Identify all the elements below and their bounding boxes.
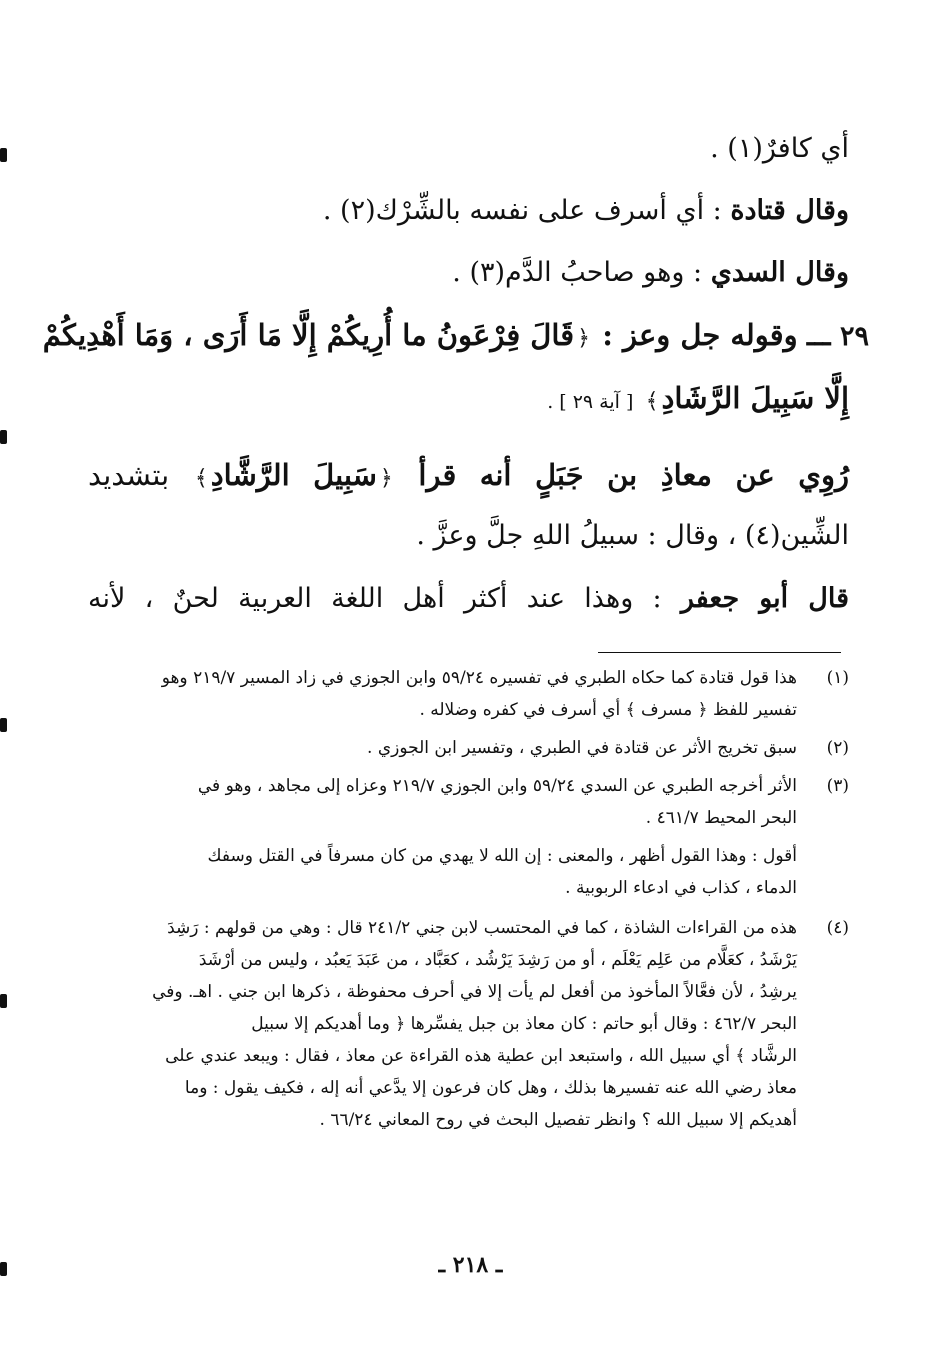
footnote-number: (١) [826, 668, 849, 688]
ornate-bracket-close: ﴾ [194, 466, 208, 491]
ornate-bracket-open: ﴿ [379, 466, 393, 491]
footnote-body [84, 770, 797, 834]
footnote-line: الدماء ، كذاب في ادعاء الربوبية . [565, 878, 797, 898]
footnote-number: (٢) [826, 738, 849, 758]
main-line-6 [88, 444, 849, 510]
footnote-line: أقول : وهذا القول أظهر ، والمعنى : إن الله لا يهدي من كان مسرفاً في القتل وسفك [207, 846, 797, 866]
tashdid-word: بتشديد [88, 458, 170, 492]
footnote-2 [84, 732, 849, 764]
footnote-body [84, 662, 797, 726]
main-line-8 [88, 568, 849, 630]
ornate-bracket-close: ﴾ [645, 389, 659, 414]
verse-line-1 [42, 304, 869, 370]
abu-jafar-text: : وهذا عند أكثر أهل اللغة العربية لحنٌ ، لأنه [88, 583, 662, 614]
speaker-suddi: وقال السدي [710, 257, 849, 288]
footnote-line: البحر المحيط ٤٦١/٧ . [645, 808, 797, 828]
speaker-qatada: وقال قتادة [730, 195, 849, 226]
scan-edge-mark [0, 148, 7, 162]
footnote-3 [84, 770, 849, 834]
scan-edge-mark [0, 718, 7, 732]
footnote-number: (٣) [826, 776, 849, 796]
main-text [42, 118, 869, 630]
footnote-4 [84, 912, 849, 1136]
footnote-line: هذه من القراءات الشاذة ، كما في المحتسب لابن جني ٢٤١/٢ قال : وهي من قولهم : رَشِدَ [167, 918, 797, 938]
ornate-bracket-open: ﴿ [577, 326, 590, 351]
verse-line-2 [88, 370, 849, 430]
scan-edge-mark [0, 994, 7, 1008]
footnote-number: (٤) [826, 918, 849, 938]
main-line-1: أي كافرٌ(١) . [710, 133, 849, 164]
footnote-line: الرشَّاد ﴾ أي سبيل الله ، واستبعد ابن عطية هذه القراءة عن معاذ ، فقال : ويبعد عندي على [165, 1046, 797, 1066]
verse-reference: [ آية ٢٩ ] . [547, 391, 634, 413]
main-line-3 [88, 242, 849, 304]
speaker-abu-jafar: قال أبو جعفر [680, 583, 849, 614]
verse-number: ٢٩ ـــ [806, 321, 869, 352]
muadh-reading: سَبِيلَ الرَّشَّادِ [210, 458, 377, 492]
verse-intro: وقوله جل وعز : [602, 318, 798, 352]
footnote-body [84, 912, 797, 1136]
footnote-line: أهديكم إلا سبيل الله ؟ وانظر تفصيل البحث في روح المعاني ٦٦/٢٤ . [319, 1110, 797, 1130]
qatada-text: : أي أسرف على نفسه بالشِّرْك(٢) . [322, 195, 722, 226]
footnote-line: يَرْشَدُ ، كعَلَّام من عَلِم يَعْلَم ، أو من رَشِدَ يَرْشُد ، كعَبَّاد ، من عَبَدَ يَعبُد ، وليس من أرْشَدَ [198, 950, 797, 970]
scan-edge-mark [0, 430, 7, 444]
page-number: ـ ٢١٨ ـ [438, 1252, 503, 1278]
footnotes [84, 662, 849, 1142]
footnote-line: يرشِدُ ، لأن فعَّالاً المأخوذ من أفعل لم يأت إلا في أحرف محفوظة ، ذكرها ابن جني . اهـ. وفي [152, 982, 797, 1002]
footnote-line: سبق تخريج الأثر عن قتادة في الطبري ، وتفسير ابن الجوزي . [367, 738, 797, 758]
quran-verse-part-2: إِلَّا سَبِيلَ الرَّشَادِ [661, 381, 849, 415]
footnote-3-comment [84, 840, 797, 904]
footnote-line: تفسير للفظ ﴿ مسرف ﴾ أي أسرف في كفره وضلاله . [419, 700, 797, 720]
footnote-body [84, 732, 797, 764]
footnote-line: معاذ رضي الله عنه تفسيرها بذلك ، وهل كان فرعون إلا يدَّعي أنه إله ، فكيف يقول : وما [184, 1078, 797, 1098]
main-line-2 [88, 180, 849, 242]
footnote-line: هذا قول قتادة كما حكاه الطبري في تفسيره ٥٩/٢٤ وابن الجوزي في زاد المسير ٢١٩/٧ وهو [161, 668, 797, 688]
footnote-1 [84, 662, 849, 726]
quran-verse-part-1: قَالَ فِرْعَونُ ما أُرِيكُمْ إِلَّا مَا أَرَى ، وَمَا أَهْدِيكُمْ [42, 318, 575, 352]
footnote-line: الأثر أخرجه الطبري عن السدي ٥٩/٢٤ وابن الجوزي ٢١٩/٧ وعزاه إلى مجاهد ، وهو في [197, 776, 797, 796]
muadh-report: رُوِي عن معاذِ بن جَبَلٍ أنه قرأ [418, 458, 850, 492]
footnote-separator [598, 652, 841, 653]
main-line-7: الشِّين(٤) ، وقال : سبيلُ اللهِ جلَّ وعزَّ . [416, 520, 849, 551]
footnote-line: البحر ٤٦٢/٧ : وقال أبو حاتم : كان معاذ بن جبل يفسِّرها ﴿ وما أهديكم إلا سبيل [251, 1014, 797, 1034]
suddi-text: : وهو صاحبُ الدَّم(٣) . [452, 257, 703, 288]
